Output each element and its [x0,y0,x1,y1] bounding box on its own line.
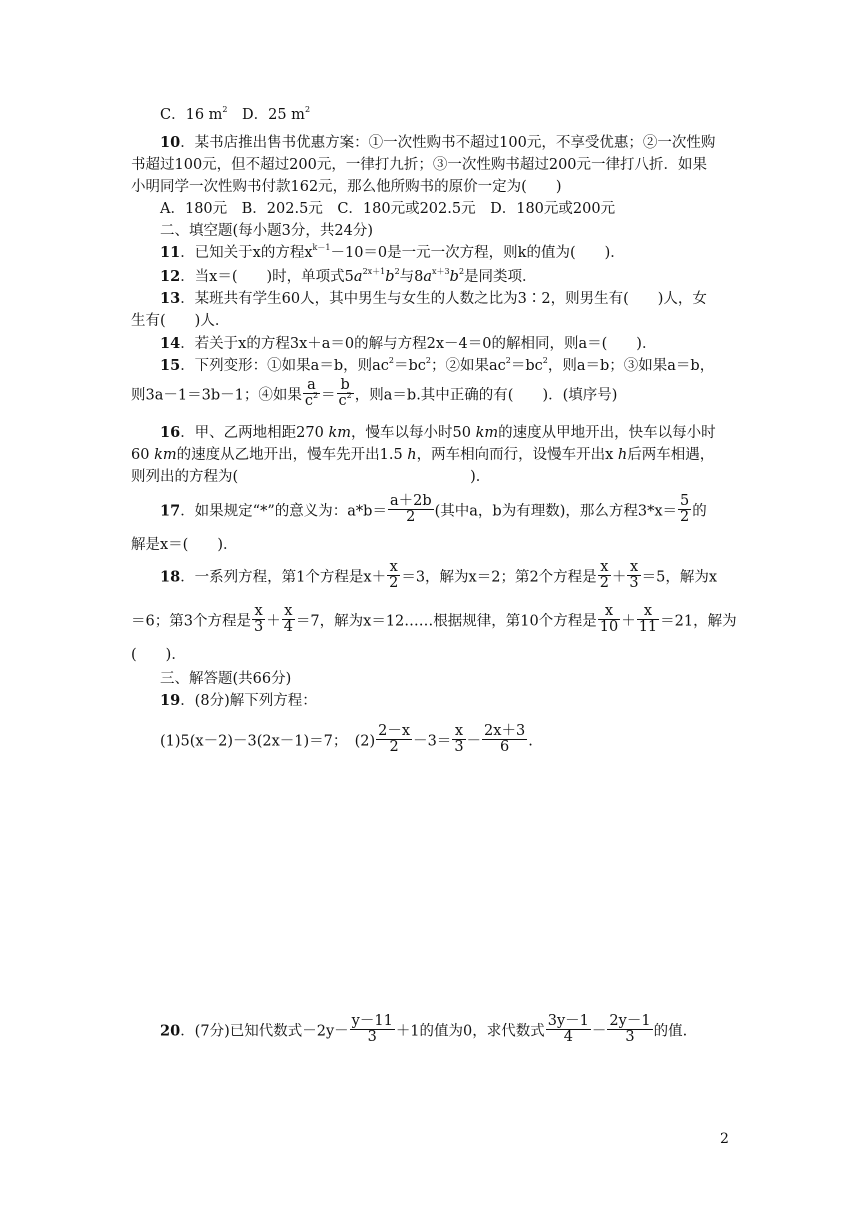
fraction: $\frac{x}{3}$ [454,723,464,755]
q16-line-2: 60 km的速度从乙地开出，慢车先开出1.5 h，两车相向而行，设慢车开出x h后两车相遇， [131,447,715,463]
q18-line-3: ( )． [131,647,186,663]
section-heading-solutions: 三、解答题(共66分) [160,671,292,687]
q12: 12．当x＝( )时，单项式$5a^{2x+1}b^2$与$8a^{x+3}b^2$是同类项． [160,267,537,285]
q10-line-1: 10．某书店推出售书优惠方案：①一次性购书不超过100元，不享受优惠；②一次性购 [160,134,716,151]
q15-line-1: 15．下列变形：①如果a＝b，则$ac^2=bc^2$；②如果$ac^2=bc^2$，则a＝b；③如果a＝b， [160,356,715,374]
q14: 14．若关于x的方程3x＋a＝0的解与方程2x－4＝0的解相同，则a＝( )． [160,335,657,352]
fraction: $\frac{2x+3}{6}$ [484,723,526,755]
section-heading-fill-in: 二、填空题(每小题3分，共24分) [160,223,373,239]
fraction: $\frac{x}{3}$ [629,559,639,591]
q9-options-cd: C．16 $m^2$ D．25 $m^2$ [160,105,311,123]
fraction: $\frac{2y-1}{3}$ [609,1013,651,1045]
q18-line-1: 18．一系列方程，第1个方程是x＋ $\frac{x}{2}$ ＝3，解为x＝2；第2个方程是 $\frac{x}{2}$ ＋ $\frac{x}{3}$ ＝5，解为x [160,559,718,591]
q17-line-2: 解是x＝( )． [131,537,238,553]
fraction: $\frac{x}{3}$ [253,603,264,635]
q13-line-1: 13．某班共有学生60人，其中男生与女生的人数之比为3∶2，则男生有( )人，女 [160,290,707,307]
q18-line-2: ＝6；第3个方程是 $\frac{x}{3}$ ＋ $\frac{x}{4}$ ＝7，解为x＝12……根据规律，第10个方程是 $\frac{x}{10}$ ＋ $\frac{x}{11}$ ＝21，解为 [131,603,737,635]
fraction: $\frac{2-x}{2}$ [378,723,411,755]
fraction: $\frac{x}{2}$ [389,559,399,591]
q19-title: 19．(8分)解下列方程： [160,692,317,709]
fraction: $\frac{a+2b}{2}$ [389,493,432,525]
q16-line-1: 16．甲、乙两地相距270 km，慢车以每小时50 km的速度从甲地开出，快车以每小时 [160,424,716,441]
fraction: $\frac{x}{10}$ [599,603,619,635]
q10-line-3: 小明同学一次性购书付款162元，那么他所购书的原价一定为( ) [131,179,562,195]
fraction: $\frac{y-11}{3}$ [351,1013,393,1045]
fraction: $\frac{b}{c^2}$ [338,377,352,409]
q10-options: A．180元 B．202.5元 C．180元或202.5元 D．180元或200元 [160,201,616,217]
q17-line-1: 17．如果规定“*”的意义为：a*b＝ $\frac{a+2b}{2}$ (其中a，b为有理数)，那么方程3*x＝ $\frac{5}{2}$ 的 [160,493,707,525]
q15-line-2: 则3a－1＝3b－1；④如果 $\frac{a}{c^2}$ ＝ $\frac{b}{c^2}$ ，则a＝b.其中正确的有( )．(填序号) [131,377,618,409]
q11: 11．已知关于x的方程$x^{k-1}-10=0$是一元一次方程，则k的值为( )． [160,243,625,261]
q16-line-3: 则列出的方程为( )． [131,469,491,485]
fraction: $\frac{a}{c^2}$ [304,377,319,409]
fraction: $\frac{x}{4}$ [283,603,293,635]
fraction: $\frac{5}{2}$ [680,493,690,525]
q19-equations: (1)5(x－2)－3(2x－1)＝7； (2) $\frac{2-x}{2}$ －3＝ $\frac{x}{3}$ － $\frac{2x+3}{6}$ . [160,723,533,755]
fraction: $\frac{3y-1}{4}$ [547,1013,589,1045]
q13-line-2: 生有( )人． [131,313,230,329]
fraction: $\frac{x}{2}$ [599,559,609,591]
question-number: 10 [160,134,181,151]
q20: 20．(7分)已知代数式－2y－ $\frac{y-11}{3}$ ＋1的值为0，求代数式 $\frac{3y-1}{4}$ － $\frac{2y-1}{3}$ 的值. [160,1013,688,1045]
page-number: 2 [720,1131,729,1147]
q10-line-2: 书超过100元，但不超过200元，一律打九折；③一次性购书超过200元一律打八折．如果 [131,157,708,173]
fraction: $\frac{x}{11}$ [638,603,658,635]
